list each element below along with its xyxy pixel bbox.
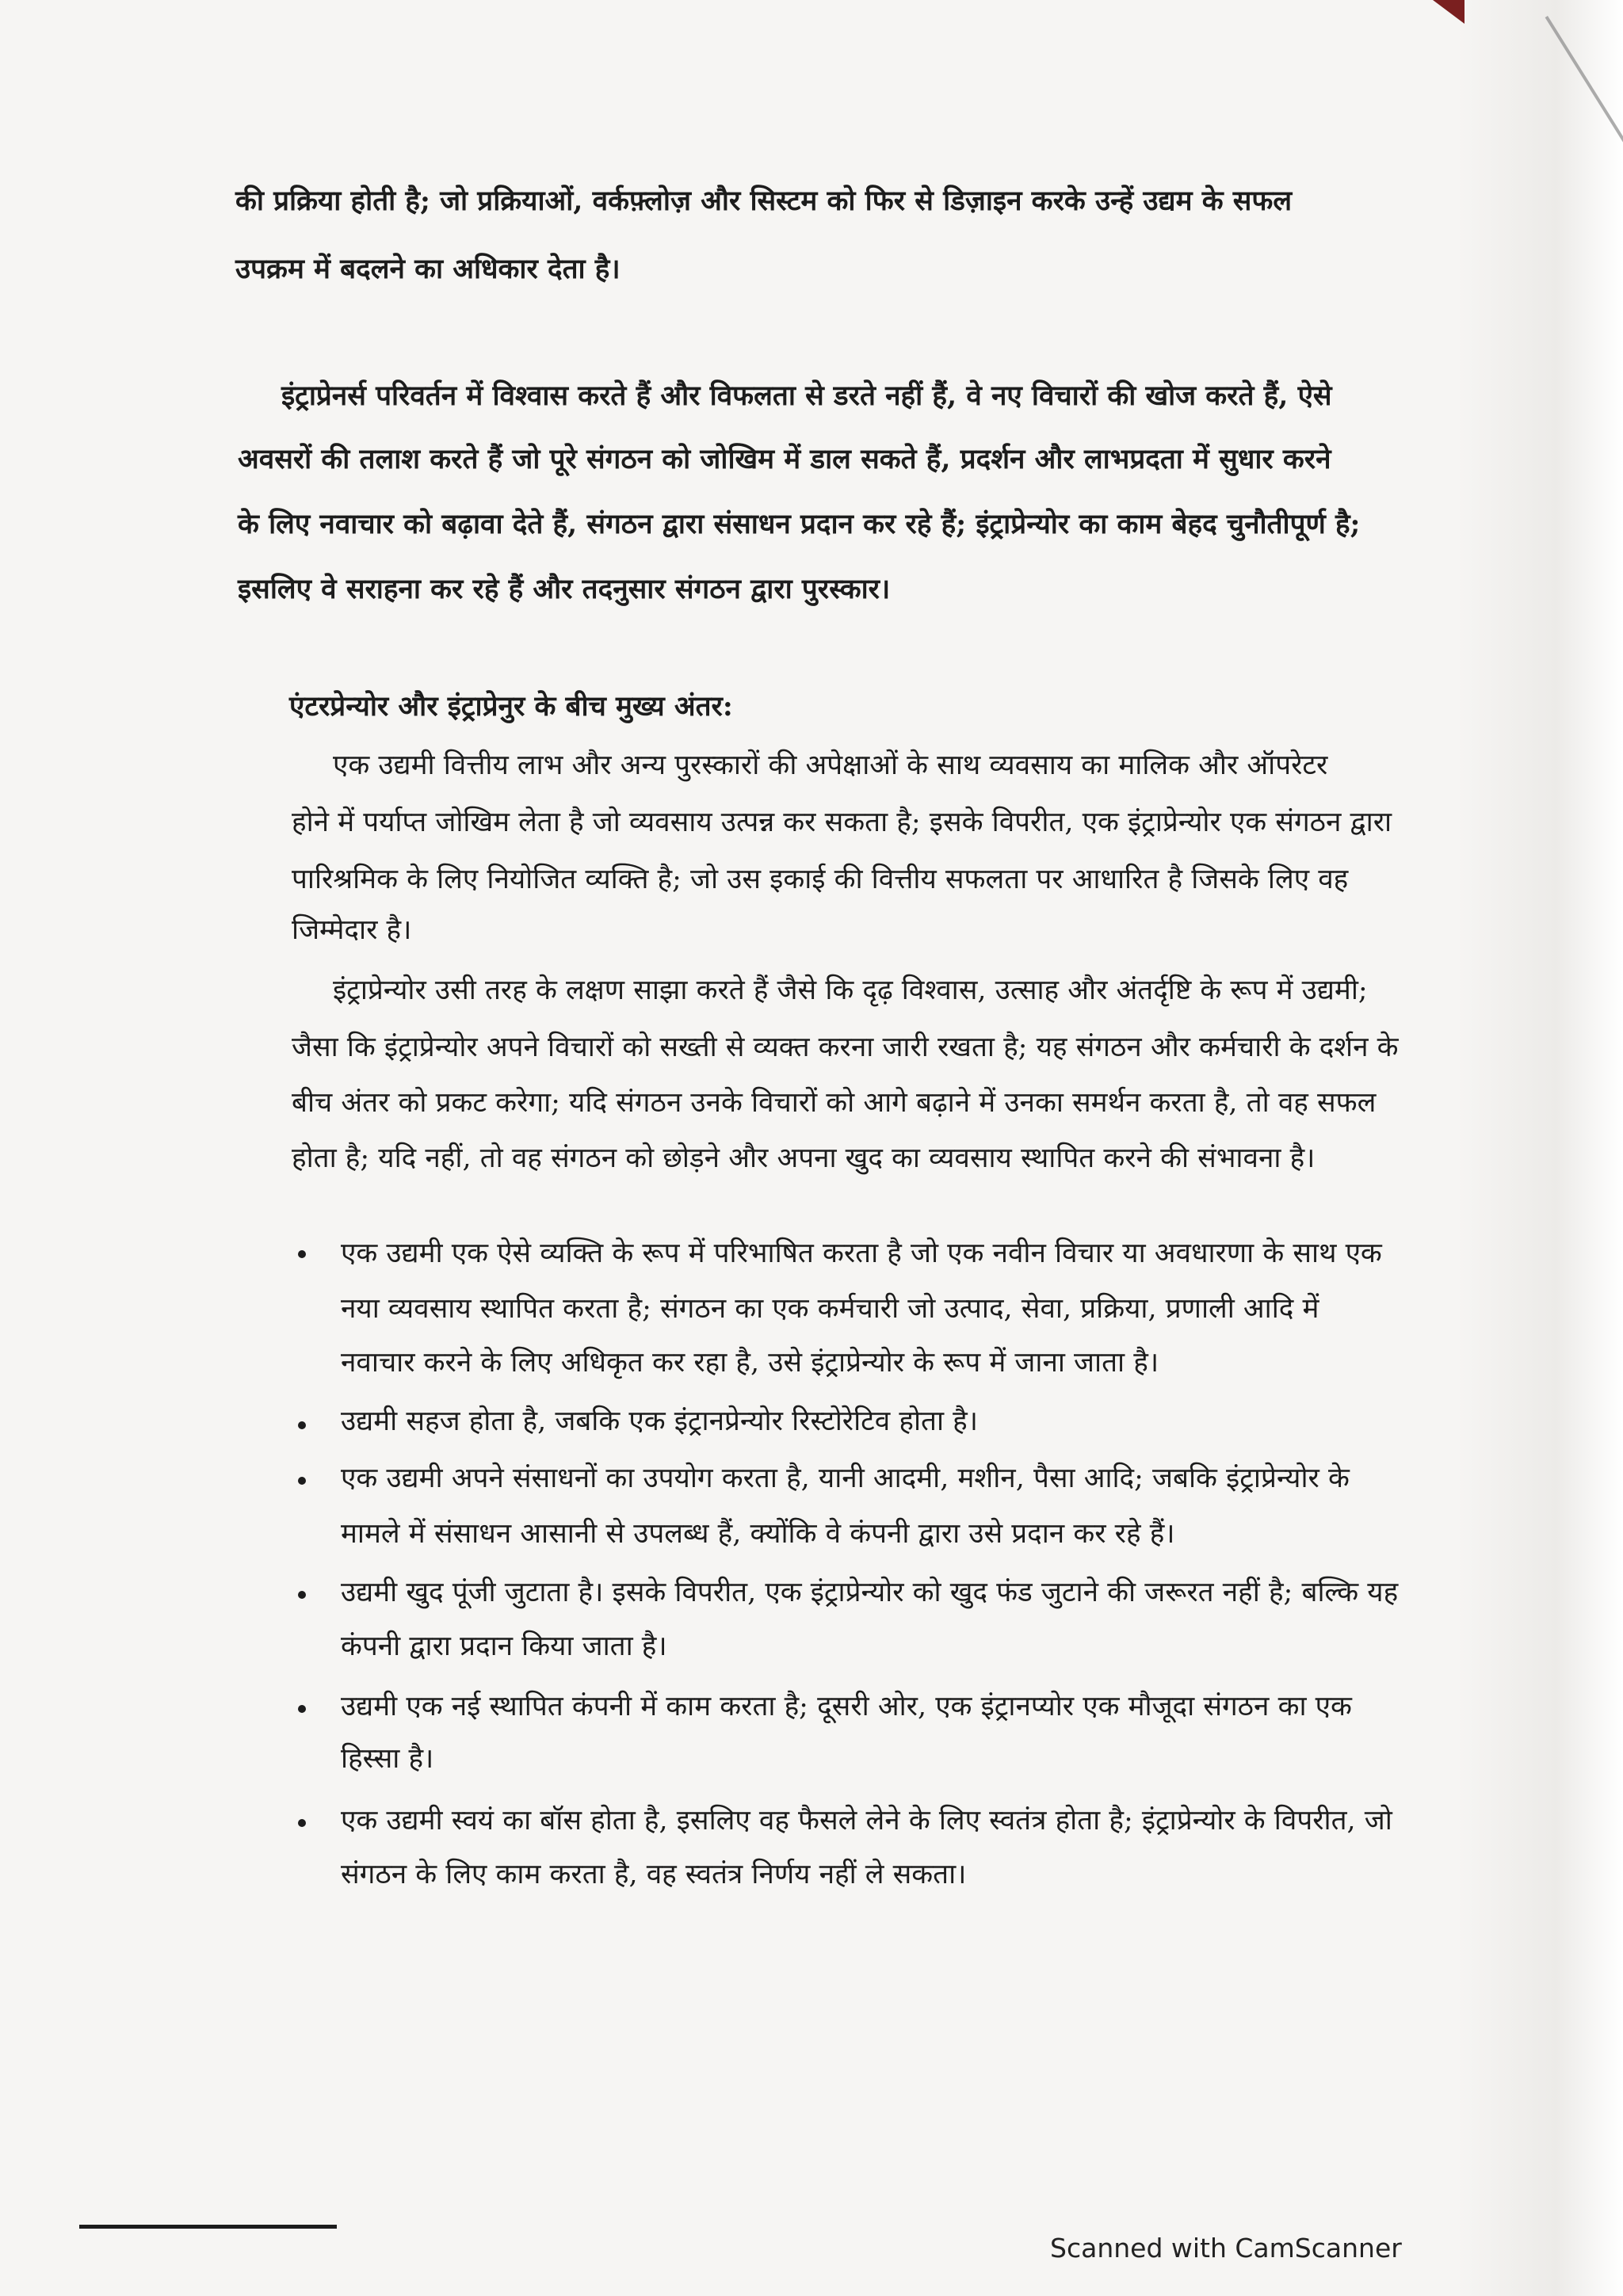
bullet-marker (298, 1819, 306, 1827)
bottom-rule-line (79, 2225, 337, 2229)
bullet-marker (298, 1421, 306, 1429)
bullet-6-line-1: एक उद्यमी स्वयं का बॉस होता है, इसलिए वह फैसले लेने के लिए स्वतंत्र होता है; इंट्राप्रेन्योर के विपरीत, जो (341, 1805, 1392, 1836)
paragraph-3-line-2: होने में पर्याप्त जोखिम लेता है जो व्यवसाय उत्पन्न कर सकता है; इसके विपरीत, एक इंट्राप्रेन्योर एक संगठन द्वारा (292, 807, 1392, 838)
bullet-2-line-1: उद्यमी सहज होता है, जबकि एक इंट्रानप्रेन्योर रिस्टोरेटिव होता है। (341, 1405, 979, 1437)
bullet-5-line-2: हिस्सा है। (341, 1743, 434, 1775)
paragraph-2-line-4: इसलिए वे सराहना कर रहे हैं और तदनुसार संगठन द्वारा पुरस्कार। (238, 573, 891, 605)
bullet-4-line-1: उद्यमी खुद पूंजी जुटाता है। इसके विपरीत, एक इंट्राप्रेन्योर को खुद फंड जुटाने की जरूरत नहीं है; बल्कि यह (341, 1577, 1399, 1608)
bullet-marker (298, 1477, 306, 1485)
paragraph-1-line-2: उपक्रम में बदलने का अधिकार देता है। (235, 253, 621, 285)
bullet-marker (298, 1705, 306, 1713)
bullet-marker (298, 1591, 306, 1599)
paragraph-4-line-4: होता है; यदि नहीं, तो वह संगठन को छोड़ने और अपना खुद का व्यवसाय स्थापित करने की संभावना है। (292, 1142, 1316, 1174)
paragraph-3-line-1: एक उद्यमी वित्तीय लाभ और अन्य पुरस्कारों की अपेक्षाओं के साथ व्यवसाय का मालिक और ऑपरेटर (333, 749, 1328, 781)
paragraph-3-line-3: पारिश्रमिक के लिए नियोजित व्यक्ति है; जो उस इकाई की वित्तीय सफलता पर आधारित है जिसके लिए वह (292, 864, 1349, 895)
section-heading: एंटरप्रेन्योर और इंट्राप्रेनुर के बीच मुख्य अंतर: (289, 690, 733, 723)
paragraph-4-line-2: जैसा कि इंट्राप्रेन्योर अपने विचारों को सख्ती से व्यक्त करना जारी रखता है; यह संगठन और कर्मचारी के दर्शन के (292, 1032, 1399, 1063)
paragraph-3-line-4: जिम्मेदार है। (292, 914, 412, 946)
paragraph-4-line-1: इंट्राप्रेन्योर उसी तरह के लक्षण साझा करते हैं जैसे कि दृढ़ विश्वास, उत्साह और अंतर्दृष्टि के रूप में उद्यमी; (333, 974, 1368, 1006)
bullet-3-line-1: एक उद्यमी अपने संसाधनों का उपयोग करता है, यानी आदमी, मशीन, पैसा आदि; जबकि इंट्राप्रेन्योर के (341, 1463, 1350, 1494)
bullet-5-line-1: उद्यमी एक नई स्थापित कंपनी में काम करता है; दूसरी ओर, एक इंट्रानप्योर एक मौजूदा संगठन का एक (341, 1691, 1352, 1722)
bullet-3-line-2: मामले में संसाधन आसानी से उपलब्ध हैं, क्योंकि वे कंपनी द्वारा उसे प्रदान कर रहे हैं। (341, 1518, 1175, 1550)
bullet-6-line-2: संगठन के लिए काम करता है, वह स्वतंत्र निर्णय नहीं ले सकता। (341, 1859, 967, 1890)
paragraph-4-line-3: बीच अंतर को प्रकट करेगा; यदि संगठन उनके विचारों को आगे बढ़ाने में उनका समर्थन करता है, तो वह सफल (292, 1087, 1377, 1119)
paragraph-1-line-1: की प्रक्रिया होती है; जो प्रक्रियाओं, वर्कफ़्लोज़ और सिस्टम को फिर से डिज़ाइन करके उन्हें उद्यम के सफल (235, 185, 1293, 217)
bullet-marker (298, 1250, 306, 1258)
paragraph-2-line-2: अवसरों की तलाश करते हैं जो पूरे संगठन को जोखिम में डाल सकते हैं, प्रदर्शन और लाभप्रदता में सुधार करने (238, 443, 1331, 475)
paragraph-2-line-1: इंट्राप्रेनर्स परिवर्तन में विश्वास करते हैं और विफलता से डरते नहीं हैं, वे नए विचारों की खोज करते हैं, ऐसे (281, 379, 1332, 412)
bullet-1-line-2: नया व्यवसाय स्थापित करता है; संगठन का एक कर्मचारी जो उत्पाद, सेवा, प्रक्रिया, प्रणाली आदि में (341, 1293, 1319, 1325)
paragraph-2-line-3: के लिए नवाचार को बढ़ावा देते हैं, संगठन द्वारा संसाधन प्रदान कर रहे हैं; इंट्राप्रेन्योर का काम बेहद चुनौतीपूर्ण है; (238, 508, 1361, 540)
bullet-1-line-1: एक उद्यमी एक ऐसे व्यक्ति के रूप में परिभाषित करता है जो एक नवीन विचार या अवधारणा के साथ एक (341, 1238, 1382, 1269)
bullet-1-line-3: नवाचार करने के लिए अधिकृत कर रहा है, उसे इंट्राप्रेन्योर के रूप में जाना जाता है। (341, 1347, 1159, 1379)
bullet-4-line-2: कंपनी द्वारा प्रदान किया जाता है। (341, 1630, 667, 1662)
scanner-watermark: Scanned with CamScanner (1050, 2233, 1402, 2264)
